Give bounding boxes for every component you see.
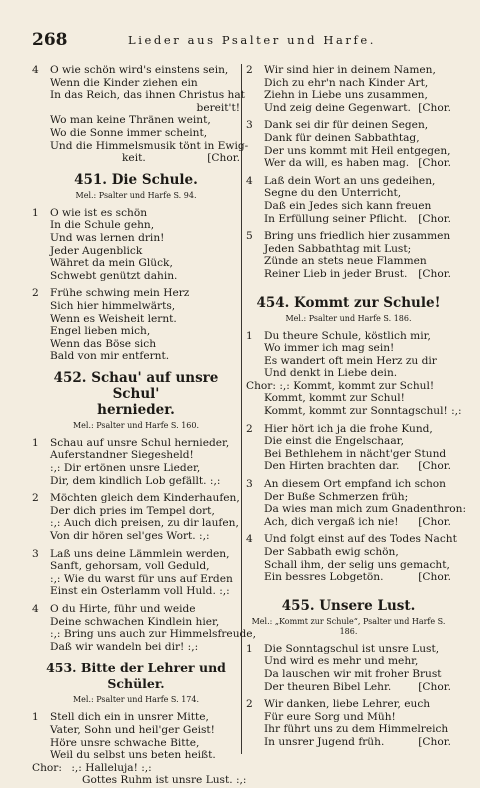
chorus-mark: [Chor. xyxy=(418,571,451,584)
verse-line: Der theuren Bibel Lehr. xyxy=(264,680,392,693)
verse-line: O du Hirte, führ und weide xyxy=(50,603,196,615)
verse-line: In die Schule gehn, xyxy=(50,219,155,232)
hymn-453-verse-2: 2 Wir sind hier in deinem Namen, Dich zu ehr'n nach Kinder Art, Ziehn in Liebe uns zusammen, Und zeig deine Gegenwart. [Chor. xyxy=(246,64,451,114)
verse-line: Möchten gleich dem Kinderhaufen, xyxy=(50,492,240,505)
verse-line: Dich zu ehr'n nach Kinder Art, xyxy=(264,76,429,89)
hymn-455-verse-1: 1 Die Sonntagschul ist unsre Lust, Und wird es mehr und mehr, Da lauschen wir mit froher Brust Der theuren Bibel Lehr. [Chor. xyxy=(246,642,451,693)
chorus-mark: [Chor. xyxy=(418,267,451,280)
hymn-454-verse-4: 4 Und folgt einst auf des Todes Nacht Der Sabbath ewig schön, Schall ihm, der selig uns gemacht, Ein bessres Lobgetön. [Chor. xyxy=(246,533,457,584)
verse-line: Einst ein Osterlamm voll Huld. :,: xyxy=(50,585,230,598)
verse-line: :,: Dir ertönen unsre Lieder, xyxy=(50,462,201,475)
verse-line: Hier hört ich ja die frohe Kund, xyxy=(264,422,433,435)
verse-line: Dir, dem kindlich Lob gefällt. :,: xyxy=(50,474,221,487)
verse-line: Wenn die Kinder ziehen ein xyxy=(50,76,198,89)
verse-line: Schall ihm, der selig uns gemacht, xyxy=(264,558,450,571)
chorus-line: Kommt, kommt zur Schul! xyxy=(264,392,405,405)
verse-line: Die einst die Engelschaar, xyxy=(264,435,404,448)
running-title: Lieder aus Psalter und Harfe. xyxy=(128,33,377,47)
chorus-line: :,: Kommt, kommt zur Schul! xyxy=(279,379,435,392)
verse-line: Höre unsre schwache Bitte, xyxy=(50,736,200,749)
hymn-452-verse-2: 2 Möchten gleich dem Kinderhaufen, Der dich pries im Tempel dort, :,: Auch dich preisen, zu dir laufen, Von dir hören sel'ges Wort. :,: xyxy=(32,492,240,543)
verse-line: Und was lernen drin! xyxy=(50,231,165,244)
verse-line: :,: Auch dich preisen, zu dir laufen, xyxy=(50,517,239,530)
verse-line: In unsrer Jugend früh. xyxy=(264,735,385,748)
hymn-454-verse-3: 3 An diesem Ort empfand ich schon Der Buße Schmerzen früh; Da wies man mich zum Gnadenthron: Ach, dich vergaß ich nie! [Chor. xyxy=(246,478,467,528)
verse-line: Daß ein Jedes sich kann freuen xyxy=(264,199,432,212)
verse-line: Von dir hören sel'ges Wort. :,: xyxy=(50,530,210,543)
verse-line: Frühe schwing mein Herz xyxy=(50,287,190,300)
page-number: 268 xyxy=(32,30,68,50)
column-divider xyxy=(241,64,242,754)
chorus-line: :,: Halleluja! :,: xyxy=(71,761,152,774)
verse-line: Ein bessres Lobgetön. xyxy=(264,571,384,584)
verse-line: Da lauschen wir mit froher Brust xyxy=(264,667,442,680)
hymn-454-title: 454. Kommt zur Schule! xyxy=(256,294,441,311)
verse-line: Der uns kommt mit Heil entgegen, xyxy=(264,144,451,157)
verse-line: Daß wir wandeln bei dir! :,: xyxy=(50,640,199,653)
verse-line: Bring uns friedlich hier zusammen xyxy=(264,230,451,243)
chorus-mark: [Chor. xyxy=(418,460,451,473)
verse-line: In Erfüllung seiner Pflicht. xyxy=(264,212,408,225)
verse-line: O wie schön wird's einstens sein, xyxy=(50,64,229,76)
verse-line: Jeder Augenblick xyxy=(50,244,143,257)
verse-line: Währet da mein Glück, xyxy=(50,257,173,270)
hymn-452-title-line-1: 452. Schau' auf unsre Schul' xyxy=(53,369,219,402)
verse-line: Wer da will, es haben mag. xyxy=(264,157,410,170)
chorus-mark: [Chor. xyxy=(418,735,451,748)
verse-line: Wenn das Böse sich xyxy=(50,337,157,350)
hymn-451-title: 451. Die Schule. xyxy=(74,171,198,188)
chorus-line: Gottes Ruhm ist unsre Lust. :,: xyxy=(82,774,247,787)
verse-line: Dank sei dir für deinen Segen, xyxy=(264,119,429,132)
verse-line: Schwebt genützt dahin. xyxy=(50,269,178,282)
verse-line: Und folgt einst auf des Todes Nacht xyxy=(264,533,457,546)
hymn-454-verse-2: 2 Hier hört ich ja die frohe Kund, Die einst die Engelschaar, Bei Bethlehem in nächt'ger Stund Den Hirten brachten dar. [Chor. xyxy=(246,422,451,473)
hymn-452-title xyxy=(32,370,240,418)
verse-line: :,: Wie du warst für uns auf Erden xyxy=(50,572,233,585)
verse-line: keit. xyxy=(122,152,146,165)
hymn-452-melody: Mel.: Psalter und Harfe S. 160. xyxy=(72,420,200,430)
verse-line: Wir danken, liebe Lehrer, euch xyxy=(264,698,431,711)
chorus-mark: [Chor. xyxy=(207,152,240,165)
verse-line: Dank für deinen Sabbathtag, xyxy=(264,131,420,144)
verse-line: Sich hier himmelwärts, xyxy=(50,299,176,312)
verse-line: Es wandert oft mein Herz zu dir xyxy=(264,354,437,367)
verse-line: Der Buße Schmerzen früh; xyxy=(264,490,409,503)
verse-line: Bald von mir entfernt. xyxy=(50,350,170,363)
verse-line: Die Sonntagschul ist unsre Lust, xyxy=(264,642,440,655)
verse-line: Wir sind hier in deinem Namen, xyxy=(264,64,436,76)
verse-line: Laß uns deine Lämmlein werden, xyxy=(50,547,230,560)
verse-line: Da wies man mich zum Gnadenthron: xyxy=(264,503,467,516)
hymn-450-verse-4: 4 O wie schön wird's einstens sein, Wenn die Kinder ziehen ein In das Reich, das ihnen Christus hat bereit't! Wo man keine Thränen weint, Wo die Sonne immer scheint, Und die Himmelsmusik tönt in Ewig- keit. [Chor. xyxy=(32,64,249,165)
verse-line: Und zeig deine Gegenwart. xyxy=(264,101,411,114)
verse-line: Weil du selbst uns beten heißt. xyxy=(50,749,216,762)
verse-line: Den Hirten brachten dar. xyxy=(264,460,400,473)
verse-line: Vater, Sohn und heil'ger Geist! xyxy=(50,723,215,736)
verse-line: Segne du den Unterricht, xyxy=(264,187,402,200)
verse-line: :,: Bring uns auch zur Himmelsfreude, xyxy=(50,628,256,641)
hymn-452-title-line-2: hernieder. xyxy=(97,401,175,418)
hymn-451-verse-1: 1 O wie ist es schön In die Schule gehn, Und was lernen drin! Jeder Augenblick Währet da mein Glück, Schwebt genützt dahin. xyxy=(32,207,240,283)
verse-line: O wie ist es schön xyxy=(50,206,148,219)
verse-line: Schau auf unsre Schul hernieder, xyxy=(50,436,230,449)
verse-line: Wenn es Weisheit lernt. xyxy=(50,312,177,325)
hymn-454-melody: Mel.: Psalter und Harfe S. 186. xyxy=(285,313,412,323)
verse-line: Wo immer ich mag sein! xyxy=(264,342,395,355)
verse-line: Zünde an stets neue Flammen xyxy=(264,255,427,268)
hymn-452-verse-1: 1 Schau auf unsre Schul hernieder, Auferstandner Siegesheld! :,: Dir ertönen unsre Lieder, Dir, dem kindlich Lob gefällt. :,: xyxy=(32,437,240,487)
hymn-455-melody: Mel.: „Kommt zur Schule“, Psalter und Harfe S. 186. xyxy=(251,616,446,636)
verse-line: Ach, dich vergaß ich nie! xyxy=(264,515,399,528)
verse-line: Sanft, gehorsam, voll Geduld, xyxy=(50,560,210,573)
hymn-455-title: 455. Unsere Lust. xyxy=(281,597,416,614)
hymn-453-verse-3: 3 Dank sei dir für deinen Segen, Dank für deinen Sabbathtag, Der uns kommt mit Heil entgegen, Wer da will, es haben mag. [Chor. xyxy=(246,119,451,170)
verse-line: An diesem Ort empfand ich schon xyxy=(264,478,446,491)
verse-line: Wo die Sonne immer scheint, xyxy=(50,126,208,139)
verse-line: Deine schwachen Kindlein hier, xyxy=(50,615,220,628)
verse-line: Der dich pries im Tempel dort, xyxy=(50,504,215,517)
verse-line: Laß dein Wort an uns gedeihen, xyxy=(264,174,436,187)
verse-line: Jeden Sabbathtag mit Lust; xyxy=(264,242,412,255)
hymn-453-verse-5: 5 Bring uns friedlich hier zusammen Jeden Sabbathtag mit Lust; Zünde an stets neue Flammen Reiner Lieb in jeder Brust. [Chor. xyxy=(246,230,451,280)
verse-line: Reiner Lieb in jeder Brust. xyxy=(264,267,408,280)
verse-line: Und denkt in Liebe dein. xyxy=(264,367,398,380)
hymn-453-melody: Mel.: Psalter und Harfe S. 174. xyxy=(72,695,200,705)
page-header xyxy=(32,30,452,52)
verse-line: Engel lieben mich, xyxy=(50,325,151,338)
verse-line: Für eure Sorg und Müh! xyxy=(264,710,396,723)
hymn-453-title: 453. Bitte der Lehrer und Schüler. xyxy=(46,660,226,692)
chorus-line: Kommt, kommt zur Sonntagschul! :,: xyxy=(264,405,462,418)
hymn-455-verse-2: 2 Wir danken, liebe Lehrer, euch Für eure Sorg und Müh! Ihr führt uns zu dem Himmelreich In unsrer Jugend früh. [Chor. xyxy=(246,698,451,748)
verse-line: Bei Bethlehem in nächt'ger Stund xyxy=(264,447,447,460)
verse-line: Und die Himmelsmusik tönt in Ewig- xyxy=(50,139,249,152)
verse-line: Und wird es mehr und mehr, xyxy=(264,655,419,668)
hymn-452-verse-3: 3 Laß uns deine Lämmlein werden, Sanft, gehorsam, voll Geduld, :,: Wie du warst für uns auf Erden Einst ein Osterlamm voll Huld. :,: xyxy=(32,548,240,598)
verse-line: Wo man keine Thränen weint, xyxy=(50,114,211,127)
verse-line: Du theure Schule, köstlich mir, xyxy=(264,329,431,342)
hymn-451-melody: Mel.: Psalter und Harfe S. 94. xyxy=(75,190,197,200)
hymn-453-verse-4: 4 Laß dein Wort an uns gedeihen, Segne du den Unterricht, Daß ein Jedes sich kann freuen In Erfüllung seiner Pflicht. [Chor. xyxy=(246,174,451,225)
chorus-mark: [Chor. xyxy=(418,680,451,693)
verse-line: Der Sabbath ewig schön, xyxy=(264,546,399,558)
verse-line: bereit't! xyxy=(196,101,240,114)
right-column xyxy=(246,64,467,749)
left-column xyxy=(32,64,256,787)
chorus-mark: [Chor. xyxy=(418,101,451,114)
chorus-label: Chor: xyxy=(32,761,62,774)
hymn-452-verse-4: 4 O du Hirte, führ und weide Deine schwachen Kindlein hier, :,: Bring uns auch zur Himmelsfreude, Daß wir wandeln bei dir! :,: xyxy=(32,603,256,653)
verse-line: Ihr führt uns zu dem Himmelreich xyxy=(264,723,449,736)
hymn-451-verse-2: 2 Frühe schwing mein Herz Sich hier himmelwärts, Wenn es Weisheit lernt. Engel lieben mich, Wenn das Böse sich Bald von mir entfernt. xyxy=(32,287,240,363)
hymn-454-verse-1: 1 Du theure Schule, köstlich mir, Wo immer ich mag sein! Es wandert oft mein Herz zu dir Und denkt in Liebe dein. Chor: :,: Kommt, kommt zur Schul! Kommt, kommt zur Schul! Kommt, kommt zur Sonntagschul! :,: xyxy=(246,329,462,418)
chorus-label: Chor: xyxy=(246,379,276,392)
verse-line: Ziehn in Liebe uns zusammen, xyxy=(264,89,428,102)
verse-line: Stell dich ein in unsrer Mitte, xyxy=(50,711,209,724)
chorus-mark: [Chor. xyxy=(418,212,451,225)
chorus-mark: [Chor. xyxy=(418,515,451,528)
verse-line: Auferstandner Siegesheld! xyxy=(50,449,194,462)
verse-line: In das Reich, das ihnen Christus hat xyxy=(50,89,245,102)
hymn-453-verse-1: 1 Stell dich ein in unsrer Mitte, Vater, Sohn und heil'ger Geist! Höre unsre schwache Bitte, Weil du selbst uns beten heißt. Chor: :,: Halleluja! :,: Gottes Ruhm ist unsre Lust. :,: xyxy=(32,711,247,787)
chorus-mark: [Chor. xyxy=(418,157,451,170)
